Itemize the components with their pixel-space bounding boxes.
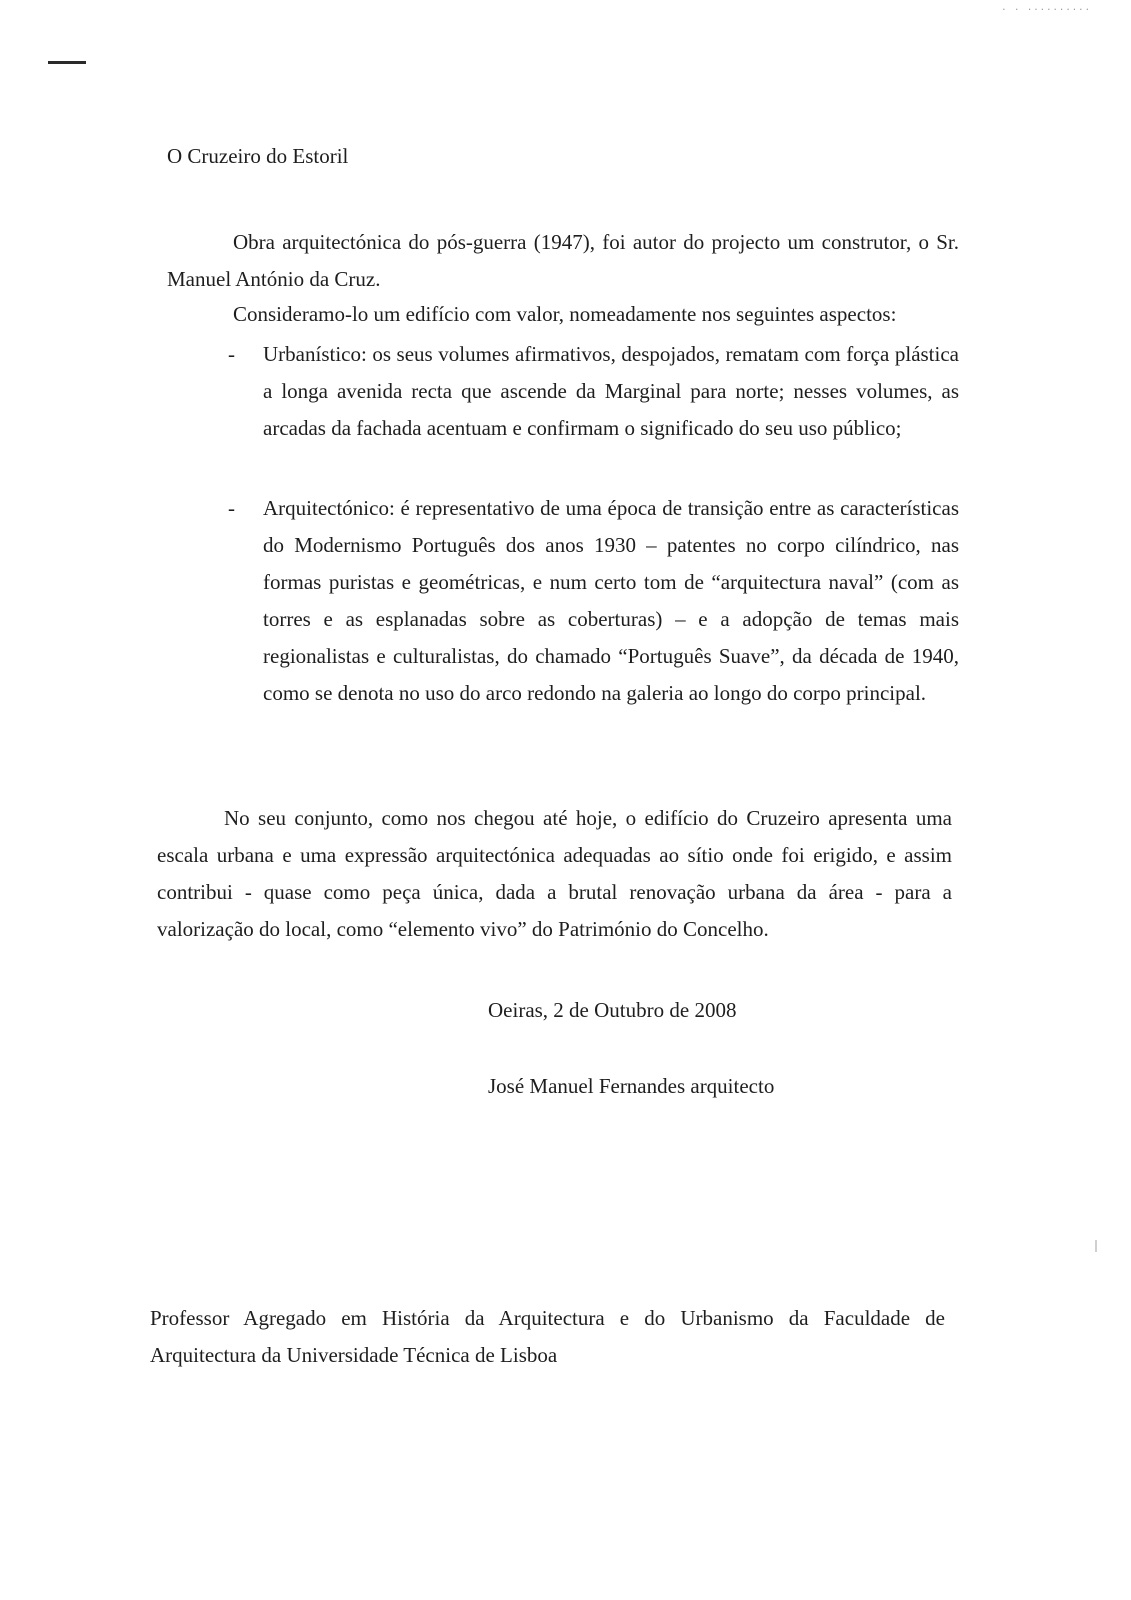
aspects-list-urbanistic [228,336,959,447]
place-and-date: Oeiras, 2 de Outubro de 2008 [488,998,737,1022]
list-item [228,490,959,712]
aspects-lead-paragraph: Consideramo-lo um edifício com valor, nomeadamente nos seguintes aspectos: [233,302,897,326]
aspect-architectural-text: Arquitectónico: é representativo de uma época de transição entre as características do Modernismo Português dos anos 1930 – patentes no corpo cilíndrico, nas formas puristas e geométricas, e num certo tom de “arquitectura naval” (com as torres e as esplanadas sobre as coberturas) – e a adopção de temas mais regionalistas e culturalistas, do chamado “Português Suave”, da década de 1940, como se denota no uso do arco redondo na galeria ao longo do corpo principal. [263,496,959,705]
author-credentials: Professor Agregado em História da Arquitectura e do Urbanismo da Faculdade de Arquitectura da Universidade Técnica de Lisboa [150,1306,945,1367]
list-dash-marker: - [228,342,235,366]
closing-paragraph: No seu conjunto, como nos chegou até hoje, o edifício do Cruzeiro apresenta uma escala urbana e uma expressão arquitectónica adequadas ao sítio onde foi erigido, e assim contribui - quase como peça única, dada a brutal renovação urbana da área - para a valorização do local, como “elemento vivo” do Património do Concelho. [157,806,952,941]
scan-dots: . . .......... [1001,3,1091,13]
document-title: O Cruzeiro do Estoril [167,144,349,168]
aspects-list-architectural [228,490,959,712]
scan-side-mark [1095,1240,1097,1252]
aspect-urbanistic-text: Urbanístico: os seus volumes afirmativos, despojados, rematam com força plástica a longa avenida recta que ascende da Marginal para norte; nesses volumes, as arcadas da fachada acentuam e confirmam o significado do seu uso público; [263,342,959,440]
list-item [228,336,959,447]
list-dash-marker: - [228,496,235,520]
intro-paragraph: Obra arquitectónica do pós-guerra (1947), foi autor do projecto um construtor, o Sr. Manuel António da Cruz. [167,230,959,291]
author-signature: José Manuel Fernandes arquitecto [488,1074,775,1098]
scan-corner-mark [48,61,86,64]
